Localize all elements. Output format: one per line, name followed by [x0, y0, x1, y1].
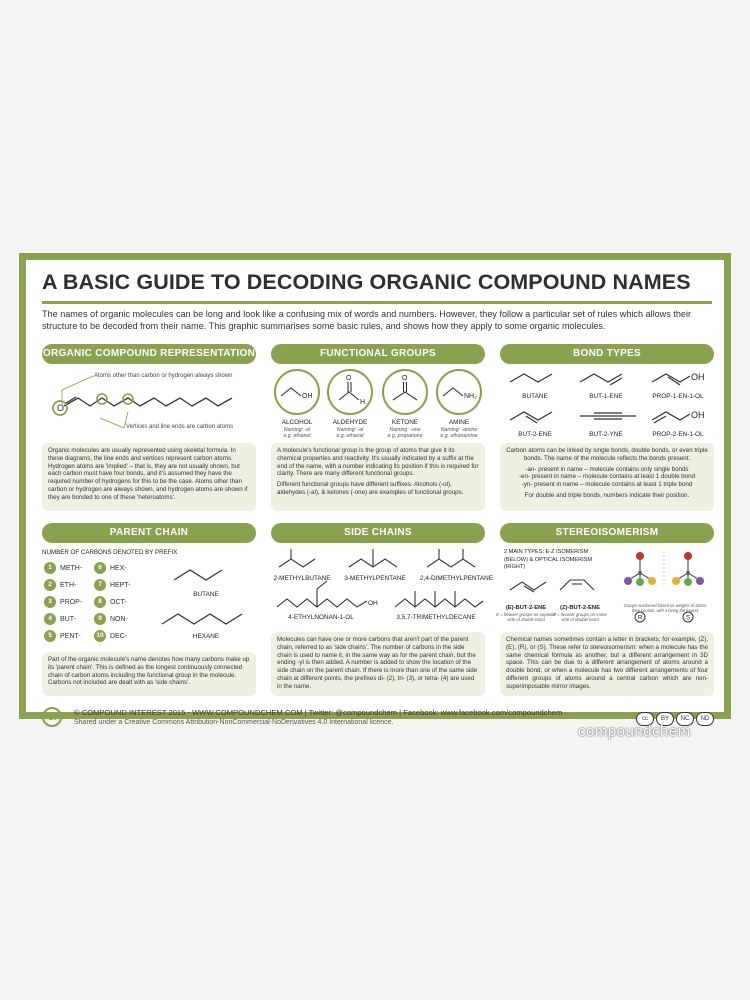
- prefix-row: 10 DEC-: [94, 630, 127, 643]
- side-24dimethylpentane-label: 2,4-DIMETHYLPENTANE: [420, 575, 494, 582]
- side-chains-header: SIDE CHAINS: [271, 523, 485, 543]
- functional-groups-text-box: [271, 443, 485, 511]
- fg-alcohol-example: e.g. ethanol: [283, 433, 311, 439]
- e-isomer-desc: E = heavier groups on opposite side of double bond: [496, 612, 556, 622]
- nc-icon: NC: [676, 712, 694, 726]
- prefix-row: 5 PENT-: [44, 630, 81, 643]
- prefix-row: 1 METH-: [44, 562, 82, 575]
- bond-text-2: -an- present in name – molecule contains only single bonds: [525, 465, 689, 473]
- title-divider: [42, 301, 712, 304]
- fg-aldehyde-example: e.g. ethanal: [336, 433, 364, 439]
- footer-credits: © COMPOUND INTEREST 2015 - WWW.COMPOUNDCHEM.COM | Twitter: @compoundchem | Facebook: www.facebook.com/compoundchem: [74, 708, 563, 717]
- cc-icon: cc: [636, 712, 654, 726]
- parent-chain-text: Part of the organic molecule's name denotes how many carbons make up its 'parent chain'. This is defined as the longest continuously connected chain of carbon atoms including the functional group in the molecule. Carbons not included are dealt with as 'side chains'.: [48, 656, 250, 687]
- aldehyde-o: O: [346, 375, 352, 382]
- prefix-row: 3 PROP-: [44, 596, 82, 609]
- prefix-row: 4 BUT-: [44, 613, 76, 626]
- bond-but2ene-label: BUT-2-ENE: [518, 431, 552, 438]
- oxygen-atom: O: [57, 403, 65, 413]
- stereo-types: 2 MAIN TYPES: E-Z ISOMERISM (BELOW) & OPTICAL ISOMERISM (RIGHT): [504, 549, 593, 570]
- nd-icon: ND: [696, 712, 714, 726]
- bond-prop1en1ol-label: PROP-1-EN-1-OL: [652, 393, 704, 400]
- side-chains-text: Molecules can have one or more carbons that aren't part of the parent chain, referred to as 'side chains'. The number of carbons in the side chain is used to name it, in the same way as for the parent chain, but the ending -yl is then added. A number is added to show the location of the side chain on the parent chain. If there is more than one of the same side chain at different points, the prefixes di- (2), tri- (3), or tetra- (4) are used in the name.: [277, 636, 478, 690]
- functional-groups-header: FUNCTIONAL GROUPS: [271, 344, 485, 364]
- vertex-circle: [97, 394, 107, 404]
- functional-group-icons: [271, 368, 485, 416]
- aldehyde-h: H: [360, 399, 366, 406]
- parent-chain-header: PARENT CHAIN: [42, 523, 256, 543]
- bond-butane-label: BUTANE: [522, 393, 548, 400]
- prefix-row: 9 NON-: [94, 613, 128, 626]
- bond-text-4: -yn- present in name – molecule contains at least 1 triple bond: [521, 481, 693, 489]
- prefix-row: 2 ETH-: [44, 579, 76, 592]
- side-trimethyldecane-label: 3,5,7-TRIMETHYLDECANE: [396, 614, 476, 621]
- prefix-row: 7 HEPT-: [94, 579, 131, 592]
- representation-text-box: [42, 443, 256, 511]
- propenol-oh: OH: [691, 372, 705, 382]
- fg-amine-example: e.g. ethanamine: [440, 433, 478, 439]
- fg-aldehyde-label: ALDEHYDE: [332, 419, 368, 426]
- bond-text-1: Carbon atoms can be linked by single bonds, double bonds, or even triple bonds. The name of the molecule reflects the bonds present.: [506, 447, 708, 462]
- ketone-o: O: [402, 375, 408, 382]
- bond-text-3: -en- present in name – molecule contains at least 1 double bond: [518, 473, 696, 481]
- compound-interest-logo: Ci: [42, 707, 62, 727]
- bond-but2yne-label: BUT-2-YNE: [589, 431, 623, 438]
- prefix-subtitle: NUMBER OF CARBONS DENOTED BY PREFIX: [42, 549, 178, 556]
- annotation-vertices: Vertices and line ends are carbon atoms: [126, 424, 234, 430]
- stereo-text-box: [500, 632, 714, 696]
- optical-isomer-diagram: [614, 547, 714, 631]
- fg-ketone-label: KETONE: [391, 419, 419, 426]
- skeletal-formula-diagram: [42, 368, 262, 428]
- side-3methylpentane-label: 3-METHYLPENTANE: [344, 575, 406, 582]
- z-isomer-label: (Z)-BUT-2-ENE: [560, 605, 600, 611]
- stereoisomerism-header: STEREOISOMERISM: [500, 523, 714, 543]
- page-title: A BASIC GUIDE TO DECODING ORGANIC COMPOUND NAMES: [42, 270, 691, 294]
- fg-amine-naming: Naming: -amine: [440, 427, 478, 433]
- ethylnonanol-oh: OH: [368, 600, 378, 607]
- side-2methylbutane-label: 2-METHYLBUTANE: [273, 575, 331, 582]
- fg-ketone-naming: Naming: -one: [389, 427, 421, 433]
- parent-butane-label: BUTANE: [193, 591, 219, 598]
- representation-text: Organic molecules are usually represented using skeletal formula. In these diagrams, the line ends and vertices represent carbon atoms. Hydrogen atoms are 'implied' – that is, they are not usually shown, but each carbon must have four bonds, and it's assumed they have the required number of hydrogens for this to be the case. Atoms other than carbon or hydrogen are always shown, and hydrogen atoms are shown if they are bonded to one of these 'heteroatoms'.: [48, 447, 248, 501]
- bond-types-header: BOND TYPES: [500, 344, 714, 364]
- z-isomer-desc: Z = heavier groups on same side of double bond: [553, 612, 607, 622]
- fg-amine-label: AMINE: [448, 419, 470, 426]
- fg-alcohol-naming: Naming: -ol: [283, 427, 311, 433]
- priority-note: Groups numbered based on weights of atoms they contain, with 4 being the lowest: [623, 603, 707, 613]
- ez-isomer-diagrams: [504, 572, 600, 602]
- fg-text-1: A molecule's functional group is the group of atoms that give it its chemical properties and reactivity. It's usually indicated by a suffix at the end of the name, with a number indicating its position if this is required for clarity. There are many different functional groups.: [277, 447, 479, 478]
- propenol2-oh: OH: [691, 410, 705, 420]
- parent-chain-text-box: [42, 652, 256, 696]
- vertex-circle: [123, 394, 133, 404]
- fg-ketone-example: e.g. propanone: [387, 433, 423, 439]
- fg-text-2: Different functional groups have different suffixes. Alcohols (-ol), aldehydes (-al), & ketones (-one) are examples of functional groups.: [277, 481, 464, 496]
- watermark-text: compoundchem: [578, 723, 691, 740]
- amine-nh2: NH₂: [464, 393, 477, 400]
- annotation-atoms: Atoms other than carbon or hydrogen always shown: [94, 373, 233, 379]
- bond-prop2en1ol-label: PROP-2-EN-1-OL: [652, 431, 704, 438]
- fg-alcohol-label: ALCOHOL: [281, 419, 313, 426]
- poster: [19, 253, 731, 726]
- footer-licence: Shared under a Creative Commons Attribution-NonCommercial-NoDerivatives 4.0 International licence.: [74, 719, 394, 726]
- side-chain-diagrams: [271, 545, 494, 625]
- prefix-row: 6 HEX-: [94, 562, 127, 575]
- representation-header: ORGANIC COMPOUND REPRESENTATION: [42, 344, 256, 364]
- side-chains-text-box: [271, 632, 485, 696]
- parent-hexane-label: HEXANE: [192, 633, 220, 640]
- intro-text: The names of organic molecules can be long and look like a confusing mix of words and numbers. However, they follow a particular set of rules which allows their structure to be decoded from their name. This graphic summarises some basic rules, and shows how they apply to some organic molecules.: [42, 309, 692, 331]
- by-icon: BY: [656, 712, 674, 726]
- e-isomer-label: (E)-BUT-2-ENE: [505, 605, 547, 611]
- s-label: S: [686, 615, 691, 622]
- stereo-text: Chemical names sometimes contain a letter in brackets; for example, (Z), (E), (R), or (S). These refer to stereoisomerism: when a molecule has the same chemical formula as another, but a different arrangement in 3D space. This can be due to a different arrangement of atoms around a double bond, or when a molecule has two different arrangements of four different groups of atoms around a central carbon which are non-superimposable mirror images.: [506, 636, 708, 690]
- r-label: R: [638, 615, 643, 622]
- prefix-row: 8 OCT-: [94, 596, 127, 609]
- bond-text-5: For double and triple bonds, numbers indicate their position.: [524, 491, 690, 499]
- fg-aldehyde-naming: Naming: -al: [336, 427, 364, 433]
- side-4ethylnonanol-label: 4-ETHYLNONAN-1-OL: [288, 614, 354, 621]
- bond-but1ene-label: BUT-1-ENE: [589, 393, 623, 400]
- parent-chain-diagrams: [156, 560, 256, 640]
- alcohol-oh: OH: [302, 393, 313, 400]
- bond-types-text-box: [500, 443, 714, 511]
